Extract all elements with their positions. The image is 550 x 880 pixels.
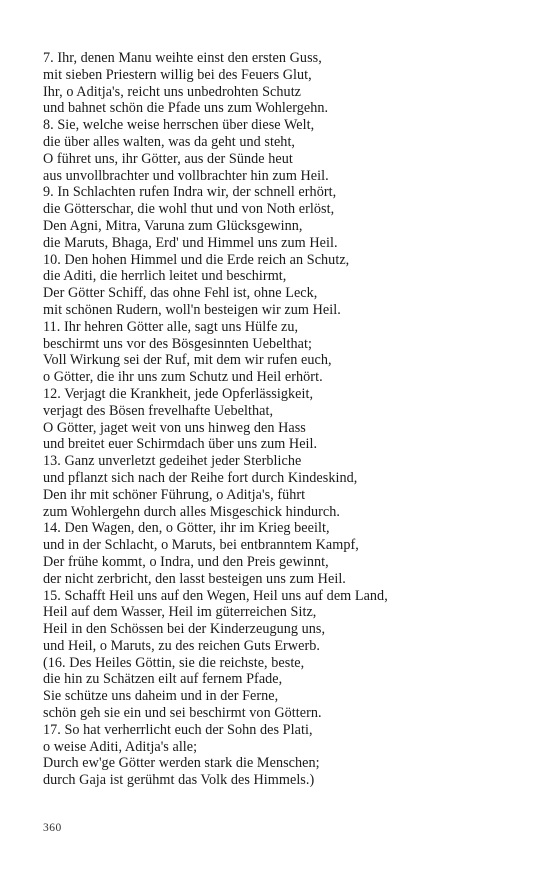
poem-line: Den ihr mit schöner Führung, o Aditja's, führt (43, 486, 306, 503)
poem-line: 10. Den hohen Himmel und die Erde reich an Schutz, (43, 251, 350, 268)
poem-line: Der frühe kommt, o Indra, und den Preis gewinnt, (43, 553, 329, 570)
poem-line: Heil auf dem Wasser, Heil im güterreichen Sitz, (43, 604, 317, 621)
poem-line: schön geh sie ein und sei beschirmt von Göttern. (43, 705, 322, 722)
poem-line: mit sieben Priestern willig bei des Feuers Glut, (43, 66, 312, 83)
poem-line: 8. Sie, welche weise herrschen über diese Welt, (43, 117, 315, 134)
poem-line: Den Agni, Mitra, Varuna zum Glücksgewinn, (43, 217, 303, 234)
poem-line: und breitet euer Schirmdach über uns zum Heil. (43, 436, 318, 453)
poem-line: die hin zu Schätzen eilt auf fernem Pfade, (43, 671, 283, 688)
poem-line: durch Gaja ist gerühmt das Volk des Himmels.) (43, 772, 315, 789)
poem-line: mit schönen Rudern, woll'n besteigen wir zum Heil. (43, 301, 341, 318)
poem-line: 11. Ihr hehren Götter alle, sagt uns Hülfe zu, (43, 318, 299, 335)
poem-text (43, 50, 513, 789)
poem-line: aus unvollbrachter und vollbrachter hin zum Heil. (43, 167, 329, 184)
poem-line: Sie schütze uns daheim und in der Ferne, (43, 688, 279, 705)
poem-line: 12. Verjagt die Krankheit, jede Opferlässigkeit, (43, 385, 314, 402)
poem-line: Ihr, o Aditja's, reicht uns unbedrohten Schutz (43, 83, 302, 100)
poem-line: o weise Aditi, Aditja's alle; (43, 738, 198, 755)
poem-line: die Götterschar, die wohl thut und von Noth erlöst, (43, 201, 335, 218)
poem-line: und Heil, o Maruts, zu des reichen Guts Erwerb. (43, 637, 320, 654)
poem-line: O Götter, jaget weit von uns hinweg den Hass (43, 419, 306, 436)
poem-line: O führet uns, ihr Götter, aus der Sünde heut (43, 150, 293, 167)
poem-line: und in der Schlacht, o Maruts, bei entbranntem Kampf, (43, 537, 359, 554)
poem-line: die über alles walten, was da geht und steht, (43, 133, 296, 150)
poem-line: (16. Des Heiles Göttin, sie die reichste, beste, (43, 654, 305, 671)
poem-line: Heil in den Schössen bei der Kinderzeugung uns, (43, 621, 326, 638)
poem-line: Durch ew'ge Götter werden stark die Menschen; (43, 755, 320, 772)
poem-line: Voll Wirkung sei der Ruf, mit dem wir rufen euch, (43, 352, 332, 369)
poem-line: 9. In Schlachten rufen Indra wir, der schnell erhört, (43, 184, 337, 201)
poem-line: 13. Ganz unverletzt gedeihet jeder Sterbliche (43, 453, 302, 470)
poem-line: und pflanzt sich nach der Reihe fort durch Kindeskind, (43, 469, 358, 486)
poem-line: die Maruts, Bhaga, Erd' und Himmel uns zum Heil. (43, 234, 338, 251)
page-number: 360 (43, 822, 62, 834)
poem-line: 15. Schafft Heil uns auf den Wegen, Heil uns auf dem Land, (43, 587, 388, 604)
poem-line: beschirmt uns vor des Bösgesinnten Uebelthat; (43, 335, 313, 352)
poem-line: o Götter, die ihr uns zum Schutz und Heil erhört. (43, 369, 323, 386)
poem-line: 7. Ihr, denen Manu weihte einst den ersten Guss, (43, 50, 322, 66)
poem-line: 14. Den Wagen, den, o Götter, ihr im Krieg beeilt, (43, 520, 330, 537)
poem-line: zum Wohlergehn durch alles Misgeschick hindurch. (43, 503, 341, 520)
poem-line: 17. So hat verherrlicht euch der Sohn des Plati, (43, 721, 313, 738)
poem-line: der nicht zerbricht, den lasst besteigen uns zum Heil. (43, 570, 346, 587)
poem-line: verjagt des Bösen frevelhafte Uebelthat, (43, 402, 274, 419)
poem-line: die Aditi, die herrlich leitet und beschirmt, (43, 268, 287, 285)
poem-line: Der Götter Schiff, das ohne Fehl ist, ohne Leck, (43, 285, 318, 302)
poem-line: und bahnet schön die Pfade uns zum Wohlergehn. (43, 100, 329, 117)
